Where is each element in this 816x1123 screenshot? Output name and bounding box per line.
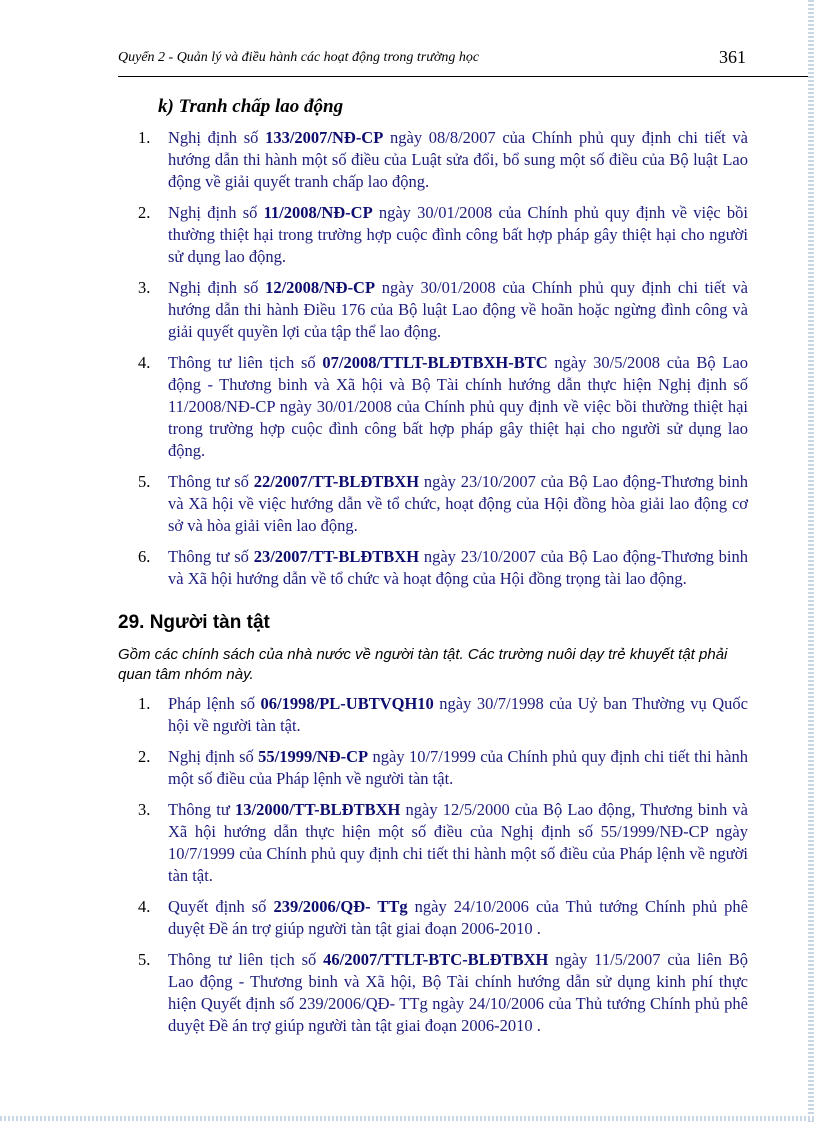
list-item: [138, 471, 748, 537]
document-number: 07/2008/TTLT-BLĐTBXH-BTC: [322, 353, 548, 372]
item-number: 2.: [138, 747, 151, 766]
list-item: [138, 277, 748, 343]
item-number: 5.: [138, 950, 151, 969]
item-number: 6.: [138, 547, 151, 566]
section-k-title: k) Tranh chấp lao động: [158, 96, 344, 117]
list-item: [138, 799, 748, 887]
item-text-pre: Nghị định số: [168, 203, 264, 222]
item-text-post: ngày 10/7/1999 của Chính phủ quy định chi tiết thi hành một số điều của Pháp lệnh về người tàn tật.: [168, 747, 748, 788]
document-number: 11/2008/NĐ-CP: [263, 203, 373, 222]
item-text-pre: Pháp lệnh số: [168, 694, 261, 713]
page-number: 361: [719, 47, 746, 67]
list-item: [138, 746, 748, 790]
item-text-pre: Quyết định số: [168, 897, 274, 916]
document-number: 46/2007/TTLT-BTC-BLĐTBXH: [323, 950, 549, 969]
item-text-pre: Thông tư liên tịch số: [168, 950, 324, 969]
list-item: [138, 896, 748, 940]
section-29-heading: 29. Người tàn tật: [118, 612, 270, 633]
item-number: 3.: [138, 278, 151, 297]
item-text-post: ngày 23/10/2007 của Bộ Lao động-Thương binh và Xã hội về việc hướng dẫn về tổ chức, hoạt động của Hội đồng hòa giải lao động cơ sở và hòa giải viên lao động.: [168, 472, 749, 535]
item-text-post: ngày 30/5/2008 của Bộ Lao động - Thương binh và Xã hội và Bộ Tài chính hướng dẫn thực hiện Nghị định số 11/2008/NĐ-CP ngày 30/01/2008 của Chính phủ quy định về việc bồi thường thiệt hại trong trường hợp cuộc đình công bất hợp pháp gây thiệt hại cho người sử dụng lao động.: [168, 353, 749, 460]
item-number: 4.: [138, 353, 151, 372]
item-text-pre: Nghị định số: [168, 278, 266, 297]
item-text-pre: Thông tư số: [168, 547, 254, 566]
item-text-pre: Thông tư: [168, 800, 235, 819]
list-item: [138, 949, 748, 1037]
item-text-post: ngày 30/01/2008 của Chính phủ quy định chi tiết và hướng dẫn thi hành Điều 176 của Bộ luật Lao động về hoãn hoặc ngừng đình công và giải quyết quyền lợi của tập thể lao động.: [168, 278, 748, 341]
header-rule: [118, 76, 808, 77]
document-number: 12/2008/NĐ-CP: [265, 278, 376, 297]
section-29-list: [138, 693, 748, 1046]
document-number: 239/2006/QĐ- TTg: [273, 897, 408, 916]
document-number: 55/1999/NĐ-CP: [258, 747, 369, 766]
item-number: 2.: [138, 203, 151, 222]
document-number: 23/2007/TT-BLĐTBXH: [253, 547, 420, 566]
document-number: 22/2007/TT-BLĐTBXH: [253, 472, 420, 491]
item-text-post: ngày 30/7/1998 của Uỷ ban Thường vụ Quốc hội về người tàn tật.: [168, 694, 748, 735]
item-number: 4.: [138, 897, 151, 916]
item-number: 1.: [138, 128, 151, 147]
document-number: 133/2007/NĐ-CP: [265, 128, 384, 147]
list-item: [138, 546, 748, 590]
item-number: 3.: [138, 800, 151, 819]
item-text-pre: Nghị định số: [168, 747, 259, 766]
item-number: 1.: [138, 694, 151, 713]
item-text-pre: Thông tư liên tịch số: [168, 353, 323, 372]
item-text-pre: Thông tư số: [168, 472, 254, 491]
item-text-pre: Nghị định số: [168, 128, 266, 147]
list-item: [138, 202, 748, 268]
section-29-intro: Gồm các chính sách của nhà nước về người tàn tật. Các trường nuôi dạy trẻ khuyết tật phải quan tâm nhóm này.: [118, 646, 728, 683]
list-item: [138, 127, 748, 193]
page-bottom-border: [0, 1116, 816, 1121]
item-text-post: ngày 11/5/2007 của liên Bộ Lao động - Thương binh và Xã hội, Bộ Tài chính hướng dẫn sử dụng kinh phí thực hiện Quyết định số 239/2006/QĐ- TTg ngày 24/10/2006 của Thủ tướng Chính phủ phê duyệt Đề án trợ giúp người tàn tật giai đoạn 2006-2010 .: [168, 950, 748, 1035]
item-text-post: ngày 30/01/2008 của Chính phủ quy định về việc bồi thường thiệt hại trong trường hợp cuộc đình công bất hợp pháp gây thiệt hại cho người sử dụng lao động.: [168, 203, 748, 266]
section-k-list: [138, 127, 748, 599]
document-number: 13/2000/TT-BLĐTBXH: [234, 800, 401, 819]
item-text-post: ngày 23/10/2007 của Bộ Lao động-Thương binh và Xã hội hướng dẫn về tổ chức và hoạt động của Hội đồng trọng tài lao động.: [168, 547, 749, 588]
list-item: [138, 693, 748, 737]
item-text-post: ngày 12/5/2000 của Bộ Lao động, Thương binh và Xã hội hướng dẫn thực hiện một số điều của Nghị định số 55/1999/NĐ-CP ngày 10/7/1999 của Chính phủ quy định chi tiết thi hành một số điều của Pháp lệnh về người tàn tật.: [168, 800, 749, 885]
item-text-post: ngày 08/8/2007 của Chính phủ quy định chi tiết và hướng dẫn thi hành một số điều của Luật sửa đổi, bổ sung một số điều của Bộ luật Lao động về giải quyết tranh chấp lao động.: [168, 128, 748, 191]
item-number: 5.: [138, 472, 151, 491]
item-text-post: ngày 24/10/2006 của Thủ tướng Chính phủ phê duyệt Đề án trợ giúp người tàn tật giai đoạn 2006-2010 .: [168, 897, 748, 938]
list-item: [138, 352, 748, 462]
page-side-border: [808, 0, 814, 1123]
document-number: 06/1998/PL-UBTVQH10: [260, 694, 434, 713]
running-header-title: Quyển 2 - Quản lý và điều hành các hoạt động trong trường học: [118, 50, 480, 65]
